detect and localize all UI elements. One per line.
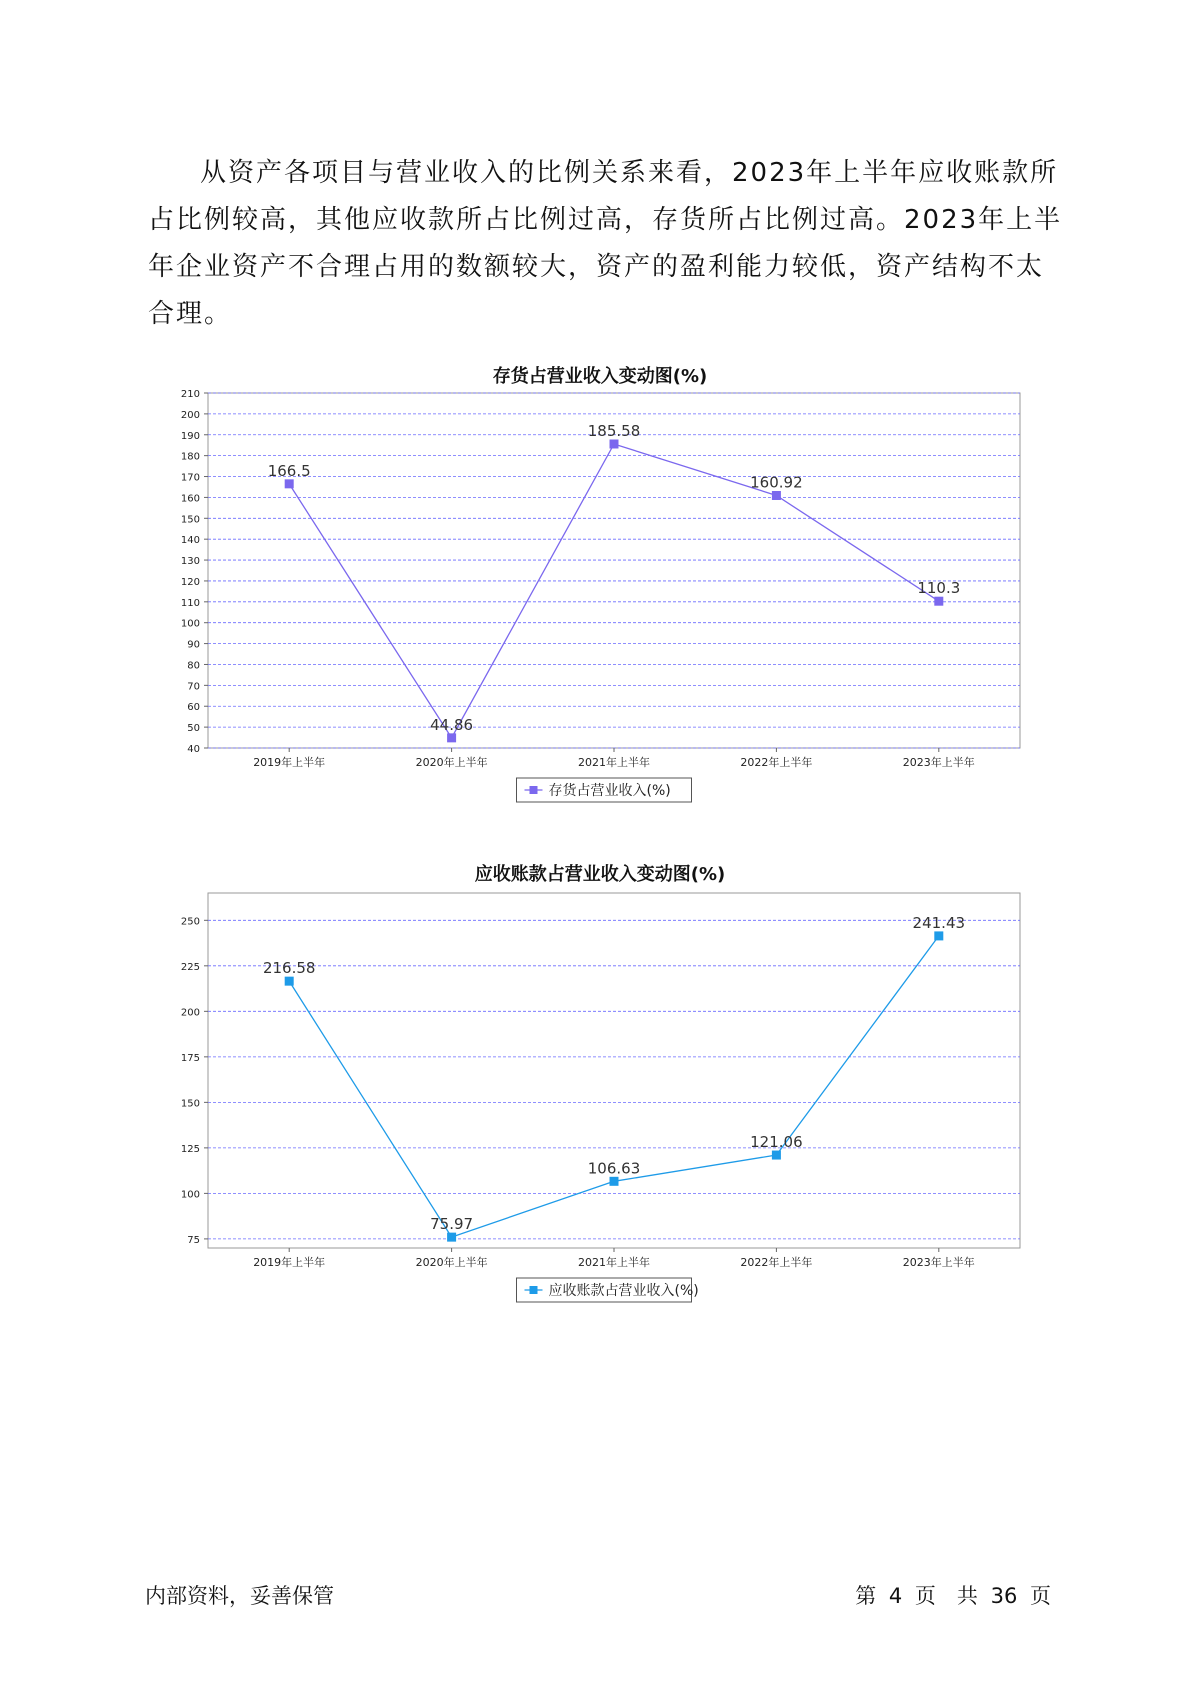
x-tick-label: 2020年上半年 [415,1256,488,1269]
paragraph-line: 占比例较高，其他应收款所占比例过高，存货所占比例过高。2023年上半 [148,205,1063,235]
data-label: 160.92 [750,473,803,492]
data-label: 241.43 [912,913,966,932]
x-tick-label: 2019年上半年 [253,1256,326,1269]
data-label: 216.58 [262,959,316,978]
legend-marker [530,786,538,794]
y-tick-label: 225 [180,961,200,973]
x-tick-label: 2022年上半年 [740,756,813,769]
x-tick-label: 2021年上半年 [578,756,650,769]
receivables-chart-title: 应收账款占营业收入变动图(%) [474,864,726,885]
data-point [447,733,456,742]
data-label: 185.58 [587,421,641,440]
y-tick-label: 90 [187,639,200,651]
data-point [772,491,781,500]
paragraph-line: 年企业资产不合理占用的数额较大，资产的盈利能力较低，资产结构不太 [148,252,1045,282]
data-label: 44.86 [430,715,474,734]
y-tick-label: 100 [180,1189,200,1201]
y-tick-label: 80 [187,660,200,672]
data-label: 166.5 [267,461,311,480]
data-point [772,1151,781,1160]
y-tick-label: 180 [180,451,200,463]
body-paragraph [148,150,1063,338]
y-tick-label: 70 [187,681,200,693]
data-label: 106.63 [587,1159,641,1178]
chart-legend [517,778,692,802]
x-tick-label: 2023年上半年 [902,756,975,769]
data-point [934,597,943,606]
y-tick-label: 250 [180,916,200,928]
y-tick-label: 170 [180,472,200,484]
data-point [447,1233,456,1242]
x-tick-label: 2023年上半年 [902,1256,975,1269]
y-tick-label: 125 [180,1143,200,1155]
data-point [610,1177,619,1186]
x-tick-label: 2022年上半年 [740,1256,813,1269]
y-tick-label: 210 [180,389,200,400]
x-tick-label: 2020年上半年 [415,756,488,769]
y-tick-label: 160 [180,493,200,505]
data-point [285,977,294,986]
y-tick-label: 200 [180,1007,200,1019]
footer-confidential-note: 内部资料，妥善保管 [145,1584,334,1608]
data-label: 121.06 [750,1133,803,1152]
y-tick-label: 140 [180,535,200,547]
data-point [610,439,619,448]
footer-page-number: 第 4 页 共 36 页 [855,1584,1051,1608]
y-tick-label: 130 [180,556,200,568]
y-tick-label: 100 [180,618,200,630]
plot-area [208,893,1020,1248]
data-point [934,931,943,940]
y-tick-label: 150 [180,514,200,526]
data-label: 110.3 [917,579,961,598]
chart-legend [517,1278,699,1302]
y-tick-label: 200 [180,409,200,421]
x-tick-label: 2019年上半年 [253,756,326,769]
legend-label: 存货占营业收入(%) [548,783,671,799]
y-tick-label: 175 [180,1052,200,1064]
y-tick-label: 190 [180,430,200,442]
legend-label: 应收账款占营业收入(%) [548,1283,699,1299]
data-point [285,479,294,488]
y-tick-label: 150 [180,1098,200,1110]
y-tick-label: 50 [187,723,200,735]
legend-marker [530,1286,538,1294]
receivables-ratio-chart [0,880,1191,1320]
y-tick-label: 60 [187,702,200,714]
data-label: 75.97 [430,1215,474,1234]
y-tick-label: 120 [180,576,200,588]
y-tick-label: 40 [187,744,200,755]
y-tick-label: 75 [187,1234,200,1246]
x-tick-label: 2021年上半年 [578,1256,650,1269]
inventory-ratio-chart [0,380,1191,820]
y-tick-label: 110 [180,597,200,609]
paragraph-line: 合理。 [148,299,233,329]
inventory-chart-title: 存货占营业收入变动图(%) [492,366,708,387]
paragraph-line: 从资产各项目与营业收入的比例关系来看，2023年上半年应收账款所 [200,158,1059,188]
